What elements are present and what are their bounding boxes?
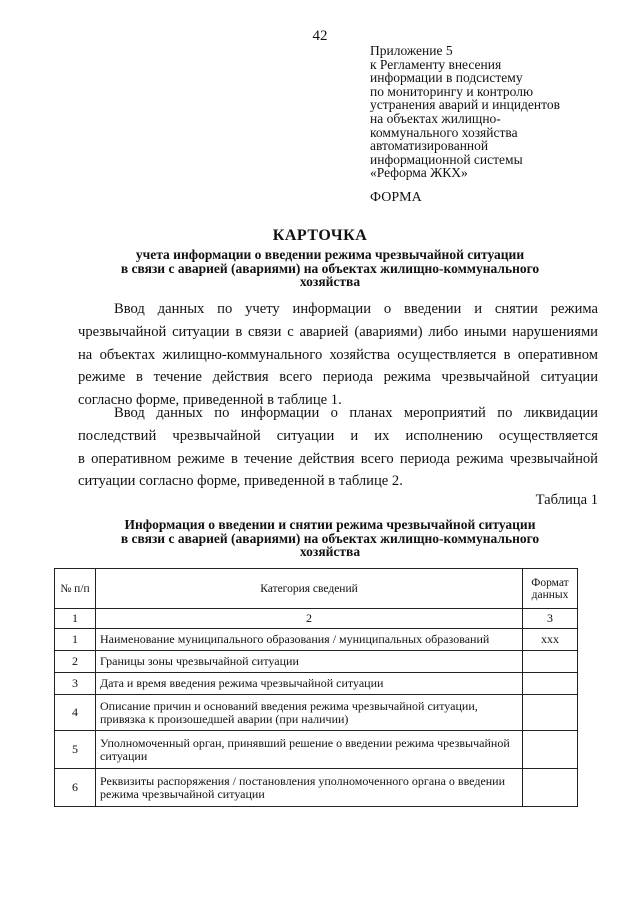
row-format bbox=[523, 673, 578, 695]
appendix-line: к Регламенту внесения bbox=[370, 56, 502, 72]
numbering-cell: 3 bbox=[523, 609, 578, 629]
row-category: Границы зоны чрезвычайной ситуации bbox=[96, 651, 523, 673]
form-label: ФОРМА bbox=[370, 190, 422, 205]
table-row bbox=[55, 673, 578, 695]
page-number: 42 bbox=[312, 28, 328, 44]
table-label: Таблица 1 bbox=[535, 492, 598, 508]
table-title-line: Информация о введении и снятии режима чрезвычайной ситуации bbox=[124, 517, 536, 532]
table-row bbox=[55, 731, 578, 769]
appendix-line: «Реформа ЖКХ» bbox=[370, 165, 468, 181]
appendix-line: устранения аварий и инцидентов bbox=[370, 97, 560, 113]
appendix-line: коммунального хозяйства bbox=[370, 124, 518, 140]
appendix-line: информационной системы bbox=[370, 151, 523, 167]
table-title-line: в связи с аварией (авариями) на объектах жилищно-коммунального bbox=[120, 530, 540, 546]
row-format bbox=[523, 651, 578, 673]
paragraph-line: последствий чрезвычайной ситуации и их исполнению осуществляется bbox=[78, 427, 598, 444]
appendix-line: по мониторингу и контролю bbox=[370, 83, 534, 99]
appendix-line: Приложение 5 bbox=[370, 43, 453, 58]
appendix-line: автоматизированной bbox=[370, 138, 489, 154]
paragraph-line: Ввод данных по учету информации о введении и снятии режима bbox=[114, 301, 598, 317]
paragraph-line: в оперативном режиме в течение действия всего периода режима чрезвычайной bbox=[78, 450, 598, 467]
numbering-cell: 2 bbox=[96, 609, 523, 629]
row-number: 2 bbox=[55, 651, 96, 673]
table-header-row bbox=[55, 569, 578, 609]
paragraph-line: ситуации согласно форме, приведенной в таблице 2. bbox=[78, 473, 403, 490]
paragraph-2 bbox=[78, 402, 598, 493]
card-subtitle bbox=[60, 248, 600, 289]
row-format bbox=[523, 695, 578, 731]
row-format: ххх bbox=[523, 629, 578, 651]
table-row bbox=[55, 769, 578, 807]
paragraph-line: режиме в течение действия всего периода режима чрезвычайной ситуации bbox=[78, 369, 598, 386]
paragraph-line: Ввод данных по информации о планах мероприятий по ликвидации bbox=[114, 405, 598, 421]
subtitle-line: хозяйства bbox=[299, 274, 361, 289]
table-row bbox=[55, 629, 578, 651]
appendix-line: на объектах жилищно- bbox=[370, 110, 501, 126]
row-number: 4 bbox=[55, 695, 96, 731]
info-table bbox=[54, 568, 578, 807]
row-number: 3 bbox=[55, 673, 96, 695]
row-category: Дата и время введения режима чрезвычайной ситуации bbox=[96, 673, 523, 695]
table-title bbox=[60, 518, 600, 559]
row-format bbox=[523, 769, 578, 807]
appendix-line: информации в подсистему bbox=[370, 70, 523, 86]
table-title-line: хозяйства bbox=[299, 544, 361, 559]
row-category: Уполномоченный орган, принявший решение о введении режима чрезвычайной ситуации bbox=[96, 731, 523, 769]
paragraph-1 bbox=[78, 298, 598, 412]
paragraph-line: чрезвычайной ситуации в связи с аварией (авариями) либо иными нарушениями bbox=[78, 323, 598, 340]
row-category: Реквизиты распоряжения / постановления уполномоченного органа о введении режима чрезвычайной ситуации bbox=[96, 769, 523, 807]
header-category: Категория сведений bbox=[96, 569, 523, 609]
paragraph-line: согласно форме, приведенной в таблице 1. bbox=[78, 392, 342, 409]
paragraph-line: на объектах жилищно-коммунального хозяйства осуществляется в оперативном bbox=[78, 346, 598, 363]
table-row bbox=[55, 651, 578, 673]
subtitle-line: в связи с аварией (авариями) на объектах жилищно-коммунального bbox=[120, 260, 540, 276]
appendix-block bbox=[370, 44, 610, 180]
subtitle-line: учета информации о введении режима чрезвычайной ситуации bbox=[135, 247, 525, 262]
row-number: 1 bbox=[55, 629, 96, 651]
table-row bbox=[55, 695, 578, 731]
row-category: Описание причин и оснований введения режима чрезвычайной ситуации, привязка к произошедшей аварии (при наличии) bbox=[96, 695, 523, 731]
row-format bbox=[523, 731, 578, 769]
table-numbering-row bbox=[55, 609, 578, 629]
header-format: Формат данных bbox=[523, 569, 578, 609]
numbering-cell: 1 bbox=[55, 609, 96, 629]
row-category: Наименование муниципального образования / муниципальных образований bbox=[96, 629, 523, 651]
header-number: № п/п bbox=[55, 569, 96, 609]
row-number: 6 bbox=[55, 769, 96, 807]
card-title: КАРТОЧКА bbox=[272, 227, 368, 244]
row-number: 5 bbox=[55, 731, 96, 769]
